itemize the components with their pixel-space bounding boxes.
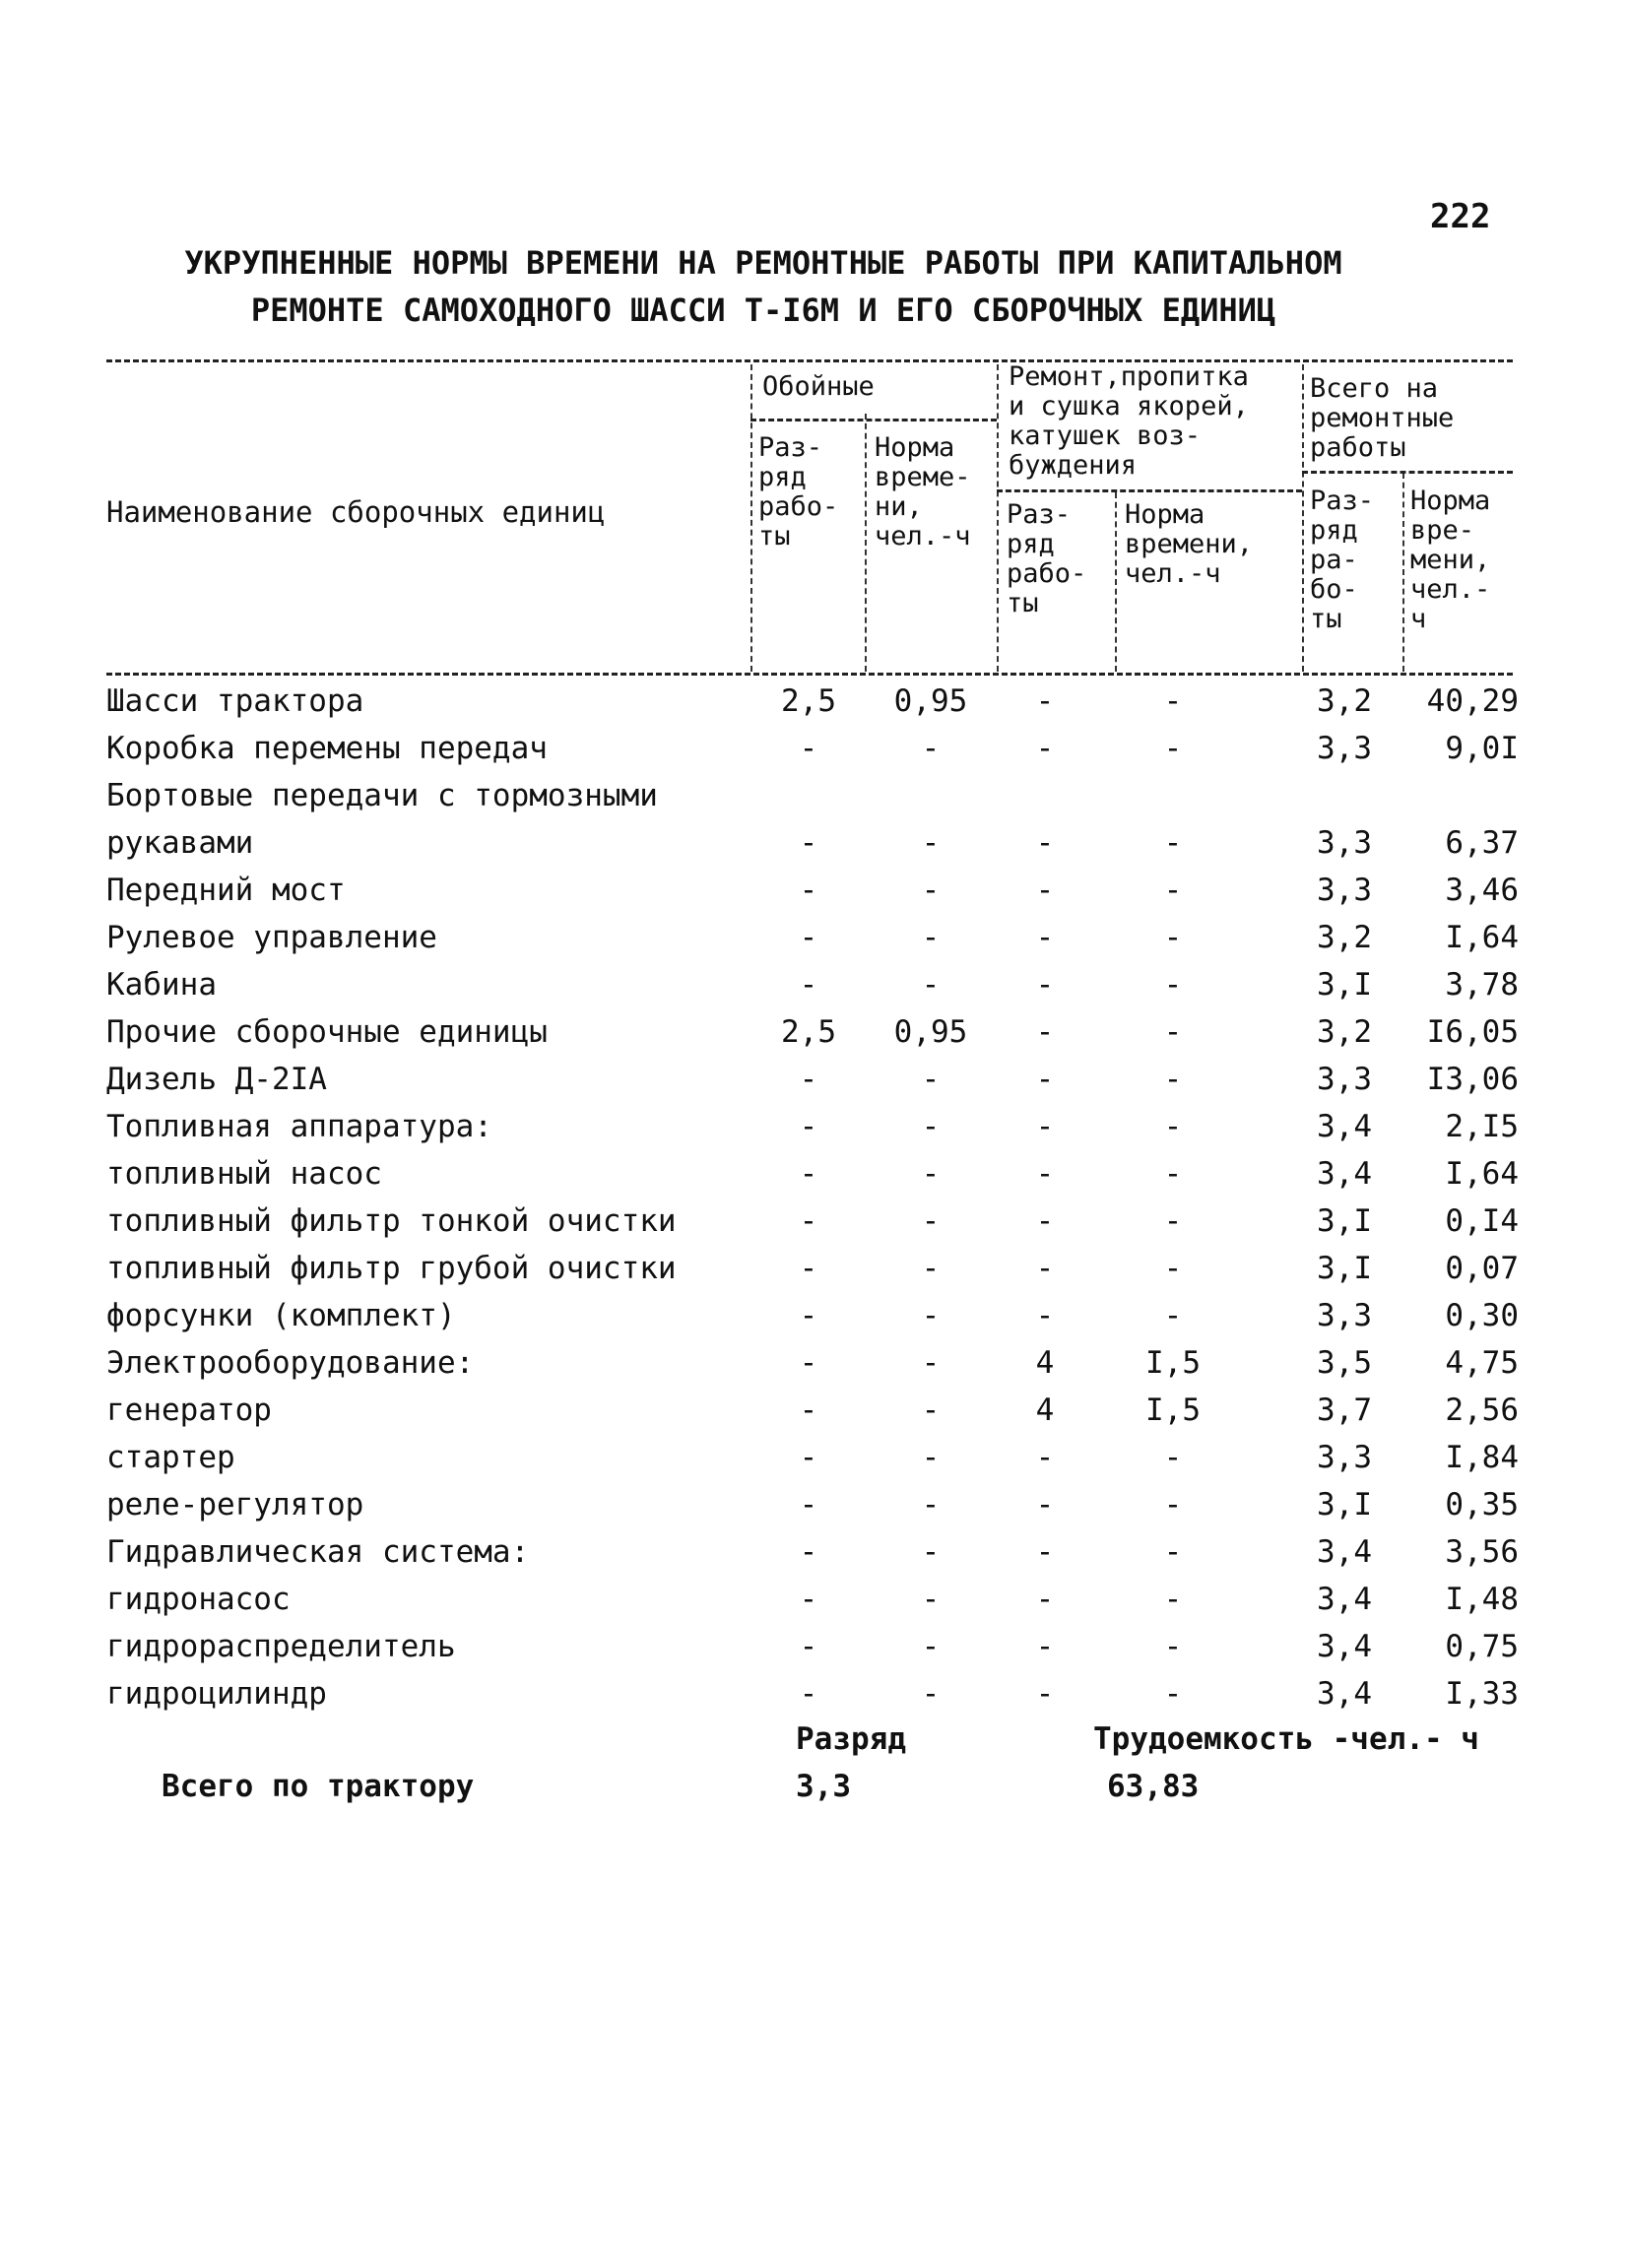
repair-grade: - (1035, 1251, 1055, 1286)
group-rule-2 (997, 489, 1302, 492)
total-grade: 3,2 (1317, 1014, 1372, 1050)
total-norm: 0,75 (1445, 1629, 1519, 1664)
total-norm: I,84 (1445, 1440, 1519, 1475)
table-row (0, 873, 1629, 920)
total-norm: 3,56 (1445, 1534, 1519, 1570)
col-divider-5 (1302, 364, 1304, 672)
total-norm: 9,0I (1445, 731, 1519, 766)
col-divider-6 (1402, 473, 1404, 672)
table-row (0, 1109, 1629, 1156)
upholstery-grade: - (799, 1534, 818, 1570)
total-norm: 0,30 (1445, 1298, 1519, 1333)
header-repair-norm: Норма времени, чел.-ч (1125, 499, 1254, 589)
total-norm: I,64 (1445, 920, 1519, 955)
total-norm: 2,56 (1445, 1393, 1519, 1428)
repair-norm: - (1163, 920, 1183, 955)
total-norm: 0,35 (1445, 1487, 1519, 1523)
header-total-grade: Раз- ряд ра- бо- ты (1310, 486, 1375, 634)
total-grade: 3,4 (1317, 1156, 1372, 1192)
table-row (0, 778, 1629, 825)
repair-norm: - (1163, 1298, 1183, 1333)
row-name: гидроцилиндр (106, 1676, 327, 1712)
table-row (0, 1393, 1629, 1440)
repair-norm: - (1163, 873, 1183, 908)
total-grade: 3,I (1317, 967, 1372, 1003)
footer-total-label: Всего по трактору (162, 1769, 475, 1804)
repair-norm: - (1163, 1062, 1183, 1097)
repair-grade: - (1035, 1582, 1055, 1617)
total-grade: 3,4 (1317, 1109, 1372, 1144)
row-name: Коробка перемены передач (106, 731, 548, 766)
total-norm: 40,29 (1426, 683, 1519, 719)
header-upholstery-grade: Раз- ряд рабо- ты (758, 432, 839, 551)
upholstery-grade: - (799, 873, 818, 908)
upholstery-grade: - (799, 967, 818, 1003)
table-row (0, 1062, 1629, 1109)
page-number: 222 (1430, 197, 1491, 236)
row-name: топливный насос (106, 1156, 382, 1192)
row-name: гидрораспределитель (106, 1629, 456, 1664)
total-norm: 3,78 (1445, 967, 1519, 1003)
footer-total-grade: 3,3 (796, 1769, 851, 1804)
col-divider-4 (1115, 492, 1117, 672)
total-grade: 3,I (1317, 1203, 1372, 1239)
table-row (0, 1629, 1629, 1676)
upholstery-norm: - (921, 1062, 941, 1097)
repair-norm: - (1163, 1251, 1183, 1286)
upholstery-norm: - (921, 1345, 941, 1381)
upholstery-grade: 2,5 (781, 683, 836, 719)
table-row (0, 1487, 1629, 1534)
upholstery-grade: - (799, 1393, 818, 1428)
repair-grade: - (1035, 1534, 1055, 1570)
col-divider-2 (865, 414, 867, 672)
repair-norm: - (1163, 683, 1183, 719)
repair-norm: I,5 (1145, 1345, 1201, 1381)
upholstery-norm: - (921, 1629, 941, 1664)
upholstery-norm: - (921, 873, 941, 908)
repair-grade: - (1035, 967, 1055, 1003)
repair-norm: - (1163, 1582, 1183, 1617)
total-norm: I3,06 (1426, 1062, 1519, 1097)
upholstery-grade: - (799, 1345, 818, 1381)
header-group-upholstery: Обойные (762, 371, 875, 402)
table-row (0, 1014, 1629, 1062)
total-norm: 2,I5 (1445, 1109, 1519, 1144)
table-row (0, 1440, 1629, 1487)
group-rule-3 (1302, 471, 1513, 474)
title-line-2: РЕМОНТЕ САМОХОДНОГО ШАССИ Т-I6М И ЕГО СБОРОЧНЫХ ЕДИНИЦ (250, 292, 1276, 329)
repair-norm: - (1163, 1109, 1183, 1144)
table-row (0, 1534, 1629, 1582)
title-line-1: УКРУПНЕННЫЕ НОРМЫ ВРЕМЕНИ НА РЕМОНТНЫЕ РАБОТЫ ПРИ КАПИТАЛЬНОМ (184, 244, 1342, 282)
upholstery-grade: - (799, 825, 818, 861)
upholstery-norm: - (921, 1534, 941, 1570)
group-rule-1 (750, 419, 997, 421)
upholstery-norm: - (921, 731, 941, 766)
total-grade: 3,4 (1317, 1534, 1372, 1570)
repair-norm: - (1163, 1534, 1183, 1570)
total-grade: 3,3 (1317, 731, 1372, 766)
total-grade: 3,3 (1317, 825, 1372, 861)
upholstery-norm: - (921, 1440, 941, 1475)
repair-grade: - (1035, 1014, 1055, 1050)
total-norm: I,64 (1445, 1156, 1519, 1192)
row-name: Передний мост (106, 873, 346, 908)
upholstery-norm: 0,95 (893, 1014, 968, 1050)
upholstery-norm: - (921, 1156, 941, 1192)
header-name-col: Наименование сборочных единиц (106, 495, 606, 529)
table-row (0, 683, 1629, 731)
upholstery-grade: - (799, 1251, 818, 1286)
upholstery-grade: - (799, 1298, 818, 1333)
table-row (0, 1298, 1629, 1345)
upholstery-grade: - (799, 1109, 818, 1144)
row-name: форсунки (комплект) (106, 1298, 456, 1333)
row-name: реле-регулятор (106, 1487, 364, 1523)
repair-norm: - (1163, 825, 1183, 861)
repair-grade: - (1035, 873, 1055, 908)
repair-norm: - (1163, 1156, 1183, 1192)
repair-norm: - (1163, 967, 1183, 1003)
total-norm: 3,46 (1445, 873, 1519, 908)
repair-norm: - (1163, 1629, 1183, 1664)
total-grade: 3,5 (1317, 1345, 1372, 1381)
upholstery-grade: - (799, 1156, 818, 1192)
table-row (0, 1156, 1629, 1203)
upholstery-norm: 0,95 (893, 683, 968, 719)
table-row (0, 731, 1629, 778)
repair-grade: - (1035, 683, 1055, 719)
header-bottom-rule (106, 673, 1513, 676)
total-norm: I,48 (1445, 1582, 1519, 1617)
total-grade: 3,I (1317, 1487, 1372, 1523)
upholstery-grade: - (799, 1440, 818, 1475)
repair-grade: 4 (1035, 1393, 1055, 1428)
total-norm: 6,37 (1445, 825, 1519, 861)
repair-norm: I,5 (1145, 1393, 1201, 1428)
header-top-rule (106, 359, 1513, 362)
repair-grade: - (1035, 1109, 1055, 1144)
footer-grade-label: Разряд (796, 1721, 906, 1757)
row-name: Рулевое управление (106, 920, 437, 955)
total-norm: I6,05 (1426, 1014, 1519, 1050)
total-grade: 3,I (1317, 1251, 1372, 1286)
row-name: генератор (106, 1393, 272, 1428)
table-row (0, 825, 1629, 873)
row-name: стартер (106, 1440, 235, 1475)
upholstery-grade: - (799, 1062, 818, 1097)
repair-norm: - (1163, 1440, 1183, 1475)
total-grade: 3,3 (1317, 873, 1372, 908)
upholstery-norm: - (921, 1582, 941, 1617)
table-row (0, 1203, 1629, 1251)
total-norm: 4,75 (1445, 1345, 1519, 1381)
repair-grade: - (1035, 1203, 1055, 1239)
total-grade: 3,4 (1317, 1676, 1372, 1712)
upholstery-norm: - (921, 1487, 941, 1523)
total-norm: 0,07 (1445, 1251, 1519, 1286)
upholstery-grade: - (799, 1629, 818, 1664)
total-grade: 3,4 (1317, 1582, 1372, 1617)
upholstery-grade: 2,5 (781, 1014, 836, 1050)
header-upholstery-norm: Норма време- ни, чел.-ч (875, 432, 971, 551)
upholstery-grade: - (799, 920, 818, 955)
row-name: Шасси трактора (106, 683, 364, 719)
upholstery-norm: - (921, 1203, 941, 1239)
total-grade: 3,3 (1317, 1062, 1372, 1097)
upholstery-norm: - (921, 920, 941, 955)
total-grade: 3,4 (1317, 1629, 1372, 1664)
total-grade: 3,2 (1317, 683, 1372, 719)
row-name: Гидравлическая система: (106, 1534, 530, 1570)
row-name: Прочие сборочные единицы (106, 1014, 548, 1050)
footer-labor-label: Трудоемкость -чел.- ч (1093, 1721, 1479, 1757)
table-row (0, 1251, 1629, 1298)
row-name: топливный фильтр грубой очистки (106, 1251, 677, 1286)
header-total-norm: Норма вре- мени, чел.- ч (1410, 486, 1491, 634)
repair-grade: - (1035, 1298, 1055, 1333)
repair-grade: - (1035, 1062, 1055, 1097)
header-repair-grade: Раз- ряд рабо- ты (1007, 499, 1087, 618)
row-name: Кабина (106, 967, 217, 1003)
row-name: топливный фильтр тонкой очистки (106, 1203, 677, 1239)
upholstery-norm: - (921, 967, 941, 1003)
table-row (0, 967, 1629, 1014)
table-row (0, 1345, 1629, 1393)
header-group-repair: Ремонт,пропитка и сушка якорей, катушек воз- буждения (1009, 361, 1249, 481)
total-norm: I,33 (1445, 1676, 1519, 1712)
total-grade: 3,7 (1317, 1393, 1372, 1428)
repair-grade: - (1035, 1487, 1055, 1523)
upholstery-grade: - (799, 1487, 818, 1523)
upholstery-norm: - (921, 1251, 941, 1286)
repair-norm: - (1163, 1203, 1183, 1239)
upholstery-grade: - (799, 1582, 818, 1617)
repair-grade: - (1035, 1440, 1055, 1475)
upholstery-norm: - (921, 1393, 941, 1428)
table-row (0, 1676, 1629, 1723)
repair-grade: - (1035, 1676, 1055, 1712)
repair-norm: - (1163, 1676, 1183, 1712)
repair-norm: - (1163, 731, 1183, 766)
footer-total-labor: 63,83 (1107, 1769, 1200, 1804)
upholstery-norm: - (921, 825, 941, 861)
row-name: Дизель Д-2IA (106, 1062, 327, 1097)
header-group-total: Всего на ремонтные работы (1310, 373, 1455, 463)
row-name: рукавами (106, 825, 254, 861)
col-divider-1 (750, 364, 752, 672)
total-norm: 0,I4 (1445, 1203, 1519, 1239)
table-row (0, 920, 1629, 967)
upholstery-grade: - (799, 1203, 818, 1239)
upholstery-grade: - (799, 731, 818, 766)
repair-grade: 4 (1035, 1345, 1055, 1381)
table-row (0, 1582, 1629, 1629)
repair-grade: - (1035, 731, 1055, 766)
total-grade: 3,3 (1317, 1440, 1372, 1475)
repair-grade: - (1035, 825, 1055, 861)
upholstery-grade: - (799, 1676, 818, 1712)
upholstery-norm: - (921, 1298, 941, 1333)
row-name: Топливная аппаратура: (106, 1109, 492, 1144)
repair-norm: - (1163, 1014, 1183, 1050)
row-name: гидронасос (106, 1582, 291, 1617)
row-name: Бортовые передачи с тормозными (106, 778, 658, 813)
repair-grade: - (1035, 1629, 1055, 1664)
upholstery-norm: - (921, 1676, 941, 1712)
total-grade: 3,2 (1317, 920, 1372, 955)
row-name: Электрооборудование: (106, 1345, 475, 1381)
upholstery-norm: - (921, 1109, 941, 1144)
repair-grade: - (1035, 1156, 1055, 1192)
col-divider-3 (997, 364, 999, 672)
repair-grade: - (1035, 920, 1055, 955)
total-grade: 3,3 (1317, 1298, 1372, 1333)
repair-norm: - (1163, 1487, 1183, 1523)
